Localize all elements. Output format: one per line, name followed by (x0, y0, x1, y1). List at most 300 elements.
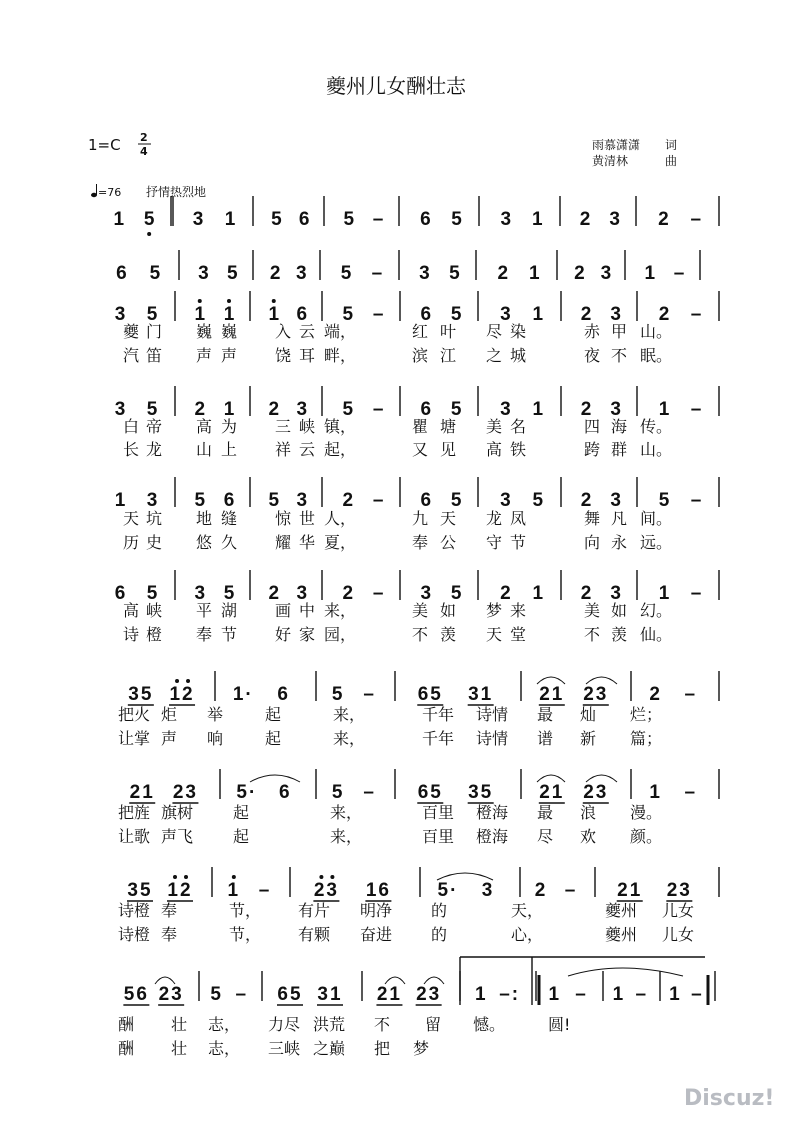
note: – (372, 304, 384, 325)
note: 3 (194, 583, 206, 604)
note: 5 (658, 490, 670, 511)
lyric: 声 (221, 346, 238, 365)
lyric: 美 (584, 601, 601, 620)
note: 5 (451, 209, 462, 230)
note: 56 (123, 984, 149, 1005)
time-signature-bottom: 4 (140, 145, 148, 158)
lyric: 画 (275, 601, 292, 620)
note: 2 (579, 209, 591, 230)
note: 5 (146, 399, 158, 420)
lyric: 城 (510, 346, 527, 365)
lyric: 奉 (196, 625, 213, 644)
note: 2 (268, 399, 280, 420)
note: 6 (116, 263, 127, 284)
note: 3 (420, 583, 432, 604)
note: 2 (342, 583, 354, 604)
watermark: Discuz! (684, 1086, 775, 1111)
lyric: 仙。 (640, 625, 673, 644)
note: 5 (450, 304, 462, 325)
lyric: 好 (275, 625, 292, 644)
lyric: 的 (431, 925, 448, 944)
lyric: 堂 (510, 625, 527, 644)
lyric: 圆! (548, 1015, 571, 1034)
note: – (363, 684, 377, 705)
lyric: 美 (412, 601, 429, 620)
note: 23 (416, 984, 442, 1005)
note: 21 (129, 782, 155, 803)
lyric: 门 (146, 322, 163, 341)
note: 5 (268, 490, 280, 511)
lyric: 耀 (275, 533, 292, 552)
note: 2 (658, 304, 670, 325)
note: 2 (194, 399, 206, 420)
lyric: 跨 (584, 440, 601, 459)
lyric: 耳 (299, 346, 316, 365)
lyric: 地 (196, 509, 213, 528)
lyric: 不 (611, 346, 628, 365)
lyric: 谱 (537, 729, 554, 748)
note: 2 (580, 490, 592, 511)
note: 3 (500, 209, 512, 230)
lyric: 入 (275, 322, 292, 341)
note: 35 (128, 684, 154, 705)
lyric: 群 (611, 440, 628, 459)
staff-system (115, 570, 719, 644)
note: 1 (268, 304, 280, 325)
lyric: 又 (412, 440, 429, 459)
slur (437, 873, 493, 880)
note: 1 (669, 984, 682, 1005)
note: – (372, 490, 384, 511)
lyric: 起 (233, 827, 250, 846)
lyric: 甲 (611, 322, 628, 341)
lyric: 祥 (275, 440, 292, 459)
tie (568, 968, 683, 976)
lyric: 如 (611, 601, 628, 620)
note: 5 (143, 209, 155, 230)
lyric: 节， (229, 901, 262, 920)
lyric: 染 (510, 322, 527, 341)
lyric: 千年 (422, 705, 455, 724)
note: 5 (342, 399, 354, 420)
lyric: 来， (333, 729, 366, 748)
staff-system (118, 769, 719, 846)
lyric: 声飞 (161, 827, 194, 846)
note: – (635, 984, 649, 1005)
high-octave-dot (232, 875, 236, 879)
lyric: 守 (486, 533, 503, 552)
lyric: 舞 (584, 509, 601, 528)
lyric: 夜 (584, 346, 601, 365)
slur (424, 977, 444, 984)
lyric: 叶 (440, 322, 457, 341)
lyric: 力尽 (268, 1015, 301, 1034)
note: 6 (420, 399, 432, 420)
lyric: 饶 (275, 346, 292, 365)
lyric: 人， (324, 509, 357, 528)
note: 1 (532, 399, 544, 420)
lyric: 帝 (146, 417, 163, 436)
lyric: 久 (221, 533, 238, 552)
lyric: 把火 (118, 705, 151, 724)
composer-role: 曲 (665, 154, 678, 168)
composer-name: 黄清林 (592, 154, 629, 168)
lyric: 来， (330, 827, 363, 846)
lyric: 云 (299, 322, 316, 341)
note: 3 (198, 263, 209, 284)
lyric: 间。 (640, 509, 673, 528)
lyric: 之 (486, 346, 503, 365)
lyric: 传。 (640, 417, 673, 436)
lyric: 留 (425, 1015, 442, 1034)
note: 2 (534, 880, 548, 901)
staff-system (116, 250, 700, 284)
lyric: 志， (208, 1015, 241, 1034)
note: 23 (666, 880, 692, 901)
lyric: 奉 (161, 901, 178, 920)
note: 3 (500, 399, 511, 420)
note: – (372, 399, 384, 420)
note: 5 (149, 263, 161, 284)
high-octave-dot (184, 875, 188, 879)
lyric: 来， (330, 803, 363, 822)
lyric: 心， (511, 925, 544, 944)
note: 6 (114, 583, 126, 604)
lyric: 让歌 (118, 827, 151, 846)
lyric: 来， (324, 601, 357, 620)
lyric: 炬 (161, 705, 178, 724)
lyric: 烂； (630, 705, 663, 724)
lyric: 高 (486, 440, 503, 459)
lyric: 来， (333, 705, 366, 724)
note: 16 (365, 880, 391, 901)
lyric: 幻。 (640, 601, 673, 620)
tempo-mark (91, 184, 206, 199)
slur (250, 775, 300, 782)
lyric: 起 (265, 705, 282, 724)
note: 21 (617, 880, 643, 901)
note: 6 (298, 209, 310, 230)
lyric: 之巅 (313, 1039, 346, 1058)
note: 21 (539, 782, 565, 803)
lyric: 向 (584, 533, 601, 552)
lyric: 橙海 (476, 827, 509, 846)
staff-system (118, 671, 719, 748)
note: 6 (296, 304, 308, 325)
lyric: 响 (207, 729, 224, 748)
lyric: 明净 (360, 901, 393, 920)
note: – (691, 984, 704, 1005)
lyric: 远。 (640, 533, 673, 552)
lyric: 旗树 (161, 803, 194, 822)
note: 3 (610, 583, 622, 604)
note: 1 (649, 782, 662, 803)
note: 5 (532, 490, 544, 511)
note: – (690, 583, 702, 604)
lyric: 滨 (412, 346, 429, 365)
note: 2 (268, 583, 280, 604)
lyric: 尽 (537, 827, 554, 846)
lyric: 峡 (299, 417, 316, 436)
lyric: 酬 (118, 1015, 135, 1034)
lyric: 尽 (486, 322, 503, 341)
note: 3 (609, 209, 621, 230)
low-octave-dot (147, 232, 151, 236)
lyric: 浪 (580, 803, 597, 822)
note: – (690, 490, 702, 511)
note: 5 (449, 263, 460, 284)
note: 5 (343, 209, 355, 230)
lyric: 凤 (510, 509, 527, 528)
lyric: 巍 (221, 322, 238, 341)
lyric: 最 (537, 705, 554, 724)
note: 3 (419, 263, 430, 284)
note: 23 (172, 782, 199, 803)
note: 2 (580, 304, 592, 325)
lyric: 长 (123, 440, 140, 459)
lyric: 平 (196, 601, 213, 620)
note: 5· (437, 880, 459, 901)
lyric: 公 (440, 533, 457, 552)
lyric: 汽 (123, 346, 140, 365)
staff-system (115, 291, 719, 365)
note: 2 (497, 263, 509, 284)
note: 1 (532, 209, 543, 230)
note: 1· (232, 684, 254, 705)
lyric: 三峡 (268, 1039, 301, 1058)
note: 2 (580, 399, 592, 420)
note: 5 (450, 399, 462, 420)
lyric: 中 (299, 601, 316, 620)
note: 12 (167, 880, 193, 901)
note: 35 (127, 880, 153, 901)
note: 5 (331, 782, 345, 803)
note: 5 (450, 490, 462, 511)
note: 2 (269, 263, 281, 284)
note: 5 (331, 684, 345, 705)
note: 5 (146, 304, 158, 325)
lyric: 端， (324, 322, 357, 341)
lyric: 奉 (161, 925, 178, 944)
slur (537, 677, 565, 684)
lyric: 把 (374, 1039, 391, 1058)
note: – (684, 684, 698, 705)
note: 31 (468, 684, 494, 705)
lyric: 有片 (298, 901, 331, 920)
note: 1 (532, 583, 544, 604)
lyric: 悠 (196, 533, 213, 552)
high-octave-dot (227, 299, 231, 303)
lyric: 高 (123, 601, 140, 620)
lyric: 诗 (123, 625, 140, 644)
lyric: 的 (431, 901, 448, 920)
lyric: 有颗 (298, 925, 331, 944)
lyric: 缝 (221, 509, 238, 528)
high-octave-dot (198, 299, 202, 303)
lyric: 诗橙 (118, 925, 151, 944)
lyric: 铁 (510, 440, 527, 459)
lyric: 龙 (146, 440, 163, 459)
note: 3 (481, 880, 495, 901)
lyric: 新 (580, 729, 597, 748)
note: 1 (194, 304, 206, 325)
lyric: 儿女 (662, 901, 695, 920)
lyric: 瞿 (412, 417, 429, 436)
note: 3 (500, 490, 511, 511)
note: 3 (296, 399, 308, 420)
lyric: 起 (233, 803, 250, 822)
high-octave-dot (272, 299, 276, 303)
lyric: 天 (486, 625, 503, 644)
note: 5 (340, 263, 352, 284)
note: 35 (468, 782, 494, 803)
lyric: 夔 (123, 322, 140, 341)
slur (385, 977, 405, 984)
note: 65 (277, 984, 303, 1005)
staff-system (118, 867, 719, 944)
lyric: 如 (440, 601, 457, 620)
note: – (673, 263, 685, 284)
lyric: 梦 (486, 601, 503, 620)
note: 3 (192, 209, 204, 230)
lyric: 奋进 (360, 925, 393, 944)
note: 21 (539, 684, 565, 705)
high-octave-dot (175, 679, 179, 683)
note: 3 (146, 490, 158, 511)
lyric: 不 (412, 625, 429, 644)
lyric: 塘 (440, 417, 457, 436)
lyric: 四 (584, 417, 601, 436)
slur (155, 977, 175, 984)
lyric: 洪荒 (313, 1015, 346, 1034)
lyric: 九 (412, 509, 429, 528)
lyric: 奉 (412, 533, 429, 552)
note: 3 (610, 399, 622, 420)
note: – (363, 782, 377, 803)
note: 1 (227, 880, 241, 901)
lyric: 天 (123, 509, 140, 528)
lyric: 为 (221, 417, 238, 436)
time-signature-top: 2 (140, 131, 148, 144)
note: 6 (277, 684, 290, 705)
note: 6 (420, 304, 432, 325)
lyric: 凡 (611, 509, 628, 528)
note: 6 (420, 490, 432, 511)
lyric: 三 (275, 417, 292, 436)
lyric: 最 (537, 803, 554, 822)
note: 1 (658, 399, 670, 420)
note: 3 (114, 304, 126, 325)
tempo-expression: 抒情热烈地 (146, 185, 207, 199)
lyric: 见 (440, 440, 457, 459)
lyric: 湖 (221, 601, 238, 620)
note: 23 (158, 984, 184, 1005)
lyric: 举 (207, 705, 224, 724)
lyric: 橙 (146, 625, 163, 644)
lyric: 海 (611, 417, 628, 436)
note: 1 (223, 304, 235, 325)
lyric: 起 (265, 729, 282, 748)
lyric: 志， (208, 1039, 241, 1058)
lyricist-role: 词 (665, 138, 678, 152)
note: 65 (417, 782, 443, 803)
note: – (690, 399, 702, 420)
note: 2 (580, 583, 592, 604)
lyric: 羡 (611, 625, 628, 644)
tempo-bpm: =76 (98, 186, 122, 199)
note: – (690, 209, 702, 230)
staff-system (113, 196, 719, 236)
note: – (371, 263, 383, 284)
lyric: 憾。 (473, 1015, 506, 1034)
note: 3 (295, 263, 307, 284)
note: 1 (548, 984, 562, 1005)
note: 5 (450, 583, 462, 604)
note: 5 (342, 304, 354, 325)
note: 23 (583, 684, 609, 705)
lyric: 壮 (171, 1015, 188, 1034)
note: 3 (610, 490, 622, 511)
lyric: 天， (511, 901, 544, 920)
high-octave-dot (330, 875, 334, 879)
note: 2 (342, 490, 354, 511)
lyric: 橙海 (476, 803, 509, 822)
lyric: 声 (196, 346, 213, 365)
lyric: 名 (510, 417, 527, 436)
key-signature: 1=C (88, 136, 121, 154)
lyric: 节 (510, 533, 527, 552)
lyric: 壮 (171, 1039, 188, 1058)
note: 3 (610, 304, 622, 325)
lyric: 颜。 (630, 827, 663, 846)
lyric: 灿 (580, 705, 597, 724)
lyric: 峡 (146, 601, 163, 620)
note: 5 (146, 583, 158, 604)
lyric: 篇； (630, 729, 663, 748)
lyric: 山。 (640, 322, 673, 341)
lyric: 百里 (422, 803, 455, 822)
lyric: 让掌 (118, 729, 151, 748)
lyric: 节， (229, 925, 262, 944)
lyric: 漫。 (630, 803, 663, 822)
lyric: 山 (196, 440, 213, 459)
lyric: 羡 (440, 625, 457, 644)
high-octave-dot (319, 875, 323, 879)
lyric: 美 (486, 417, 503, 436)
note: 3 (296, 490, 308, 511)
lyric: 山。 (640, 440, 673, 459)
lyric: 惊 (275, 509, 292, 528)
note: 5 (194, 490, 206, 511)
lyric: 夔州 (605, 901, 638, 920)
staff-system (118, 957, 715, 1058)
lyric: 华 (299, 533, 316, 552)
lyric: 梦 (413, 1039, 430, 1058)
lyric: 坑 (146, 509, 163, 528)
lyric: 百里 (422, 827, 455, 846)
lyric: 不 (374, 1015, 391, 1034)
lyric: 诗情 (476, 729, 509, 748)
lyric: 欢 (580, 827, 597, 846)
note: 1 (474, 984, 488, 1005)
song-title: 夔州儿女酬壮志 (326, 74, 466, 98)
note: 5· (236, 782, 258, 803)
note: – (690, 304, 702, 325)
lyric: 起， (324, 440, 357, 459)
lyric: 夔州 (605, 925, 638, 944)
lyric: 酬 (118, 1039, 135, 1058)
note: 5 (271, 209, 282, 230)
